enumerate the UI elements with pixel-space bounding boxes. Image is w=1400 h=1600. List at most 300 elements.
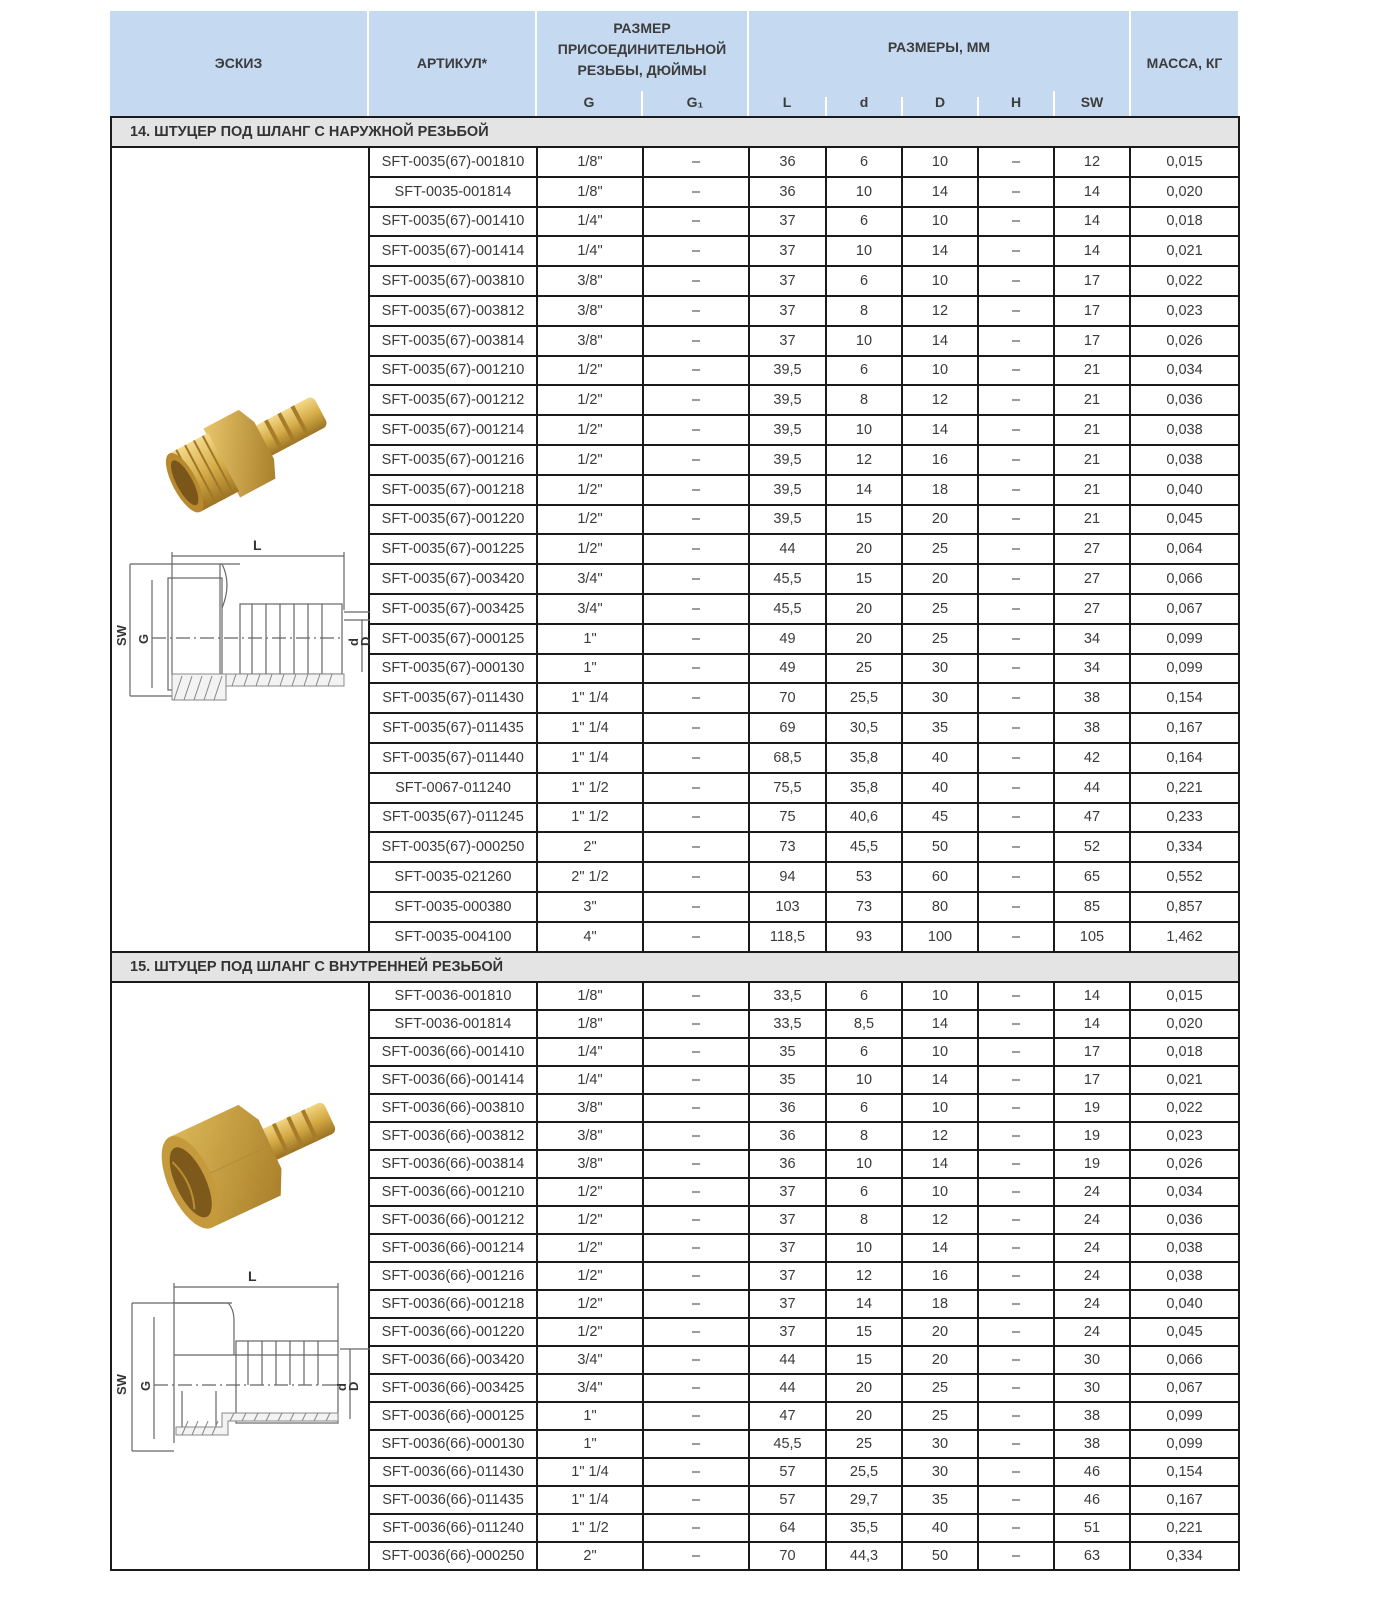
cell-dim-d-outer: 14: [902, 415, 978, 445]
cell-dim-d: 15: [826, 564, 902, 594]
cell-article: SFT-0036(66)-001414: [369, 1066, 537, 1094]
cell-dim-d: 8: [826, 385, 902, 415]
cell-dim-d-outer: 14: [902, 1234, 978, 1262]
header-col-g1: G₁: [686, 93, 704, 110]
cell-dim-d: 6: [826, 1094, 902, 1122]
cell-thread-g: 1" 1/2: [537, 773, 643, 803]
cell-thread-g: 1/2": [537, 1318, 643, 1346]
cell-mass: 0,018: [1130, 1038, 1239, 1066]
cell-dim-h: –: [978, 1402, 1054, 1430]
cell-article: SFT-0036-001814: [369, 1010, 537, 1038]
cell-dim-sw: 17: [1054, 296, 1130, 326]
cell-thread-g1: –: [643, 1458, 749, 1486]
cell-dim-d: 15: [826, 1346, 902, 1374]
cell-dim-h: –: [978, 713, 1054, 743]
cell-dim-d: 20: [826, 534, 902, 564]
cell-thread-g1: –: [643, 236, 749, 266]
cell-thread-g: 1" 1/4: [537, 713, 643, 743]
cell-dim-d-outer: 14: [902, 236, 978, 266]
cell-dim-d: 53: [826, 862, 902, 892]
cell-thread-g1: –: [643, 1430, 749, 1458]
cell-dim-sw: 14: [1054, 982, 1130, 1010]
cell-article: SFT-0036(66)-011430: [369, 1458, 537, 1486]
cell-dim-l: 68,5: [749, 743, 826, 773]
cell-dim-l: 70: [749, 1542, 826, 1570]
table-row: [111, 982, 1239, 1010]
cell-dim-d-outer: 12: [902, 385, 978, 415]
cell-dim-h: –: [978, 1234, 1054, 1262]
cell-dim-d: 15: [826, 1318, 902, 1346]
cell-thread-g: 1/2": [537, 415, 643, 445]
technical-drawing-female: [112, 1263, 368, 1463]
cell-mass: 0,018: [1130, 207, 1239, 237]
cell-thread-g1: –: [643, 415, 749, 445]
cell-dim-d-outer: 14: [902, 1066, 978, 1094]
cell-dim-h: –: [978, 862, 1054, 892]
cell-dim-d-outer: 50: [902, 1542, 978, 1570]
cell-dim-h: –: [978, 1206, 1054, 1234]
cell-dim-d: 6: [826, 266, 902, 296]
table-row: [111, 147, 1239, 177]
cell-article: SFT-0035(67)-001212: [369, 385, 537, 415]
cell-dim-d-outer: 10: [902, 356, 978, 386]
cell-article: SFT-0036(66)-011435: [369, 1486, 537, 1514]
cell-dim-h: –: [978, 803, 1054, 833]
cell-mass: 0,099: [1130, 624, 1239, 654]
cell-dim-sw: 17: [1054, 1038, 1130, 1066]
cell-dim-d: 10: [826, 326, 902, 356]
cell-mass: 0,233: [1130, 803, 1239, 833]
cell-mass: 0,040: [1130, 1290, 1239, 1318]
cell-dim-d: 93: [826, 922, 902, 952]
section-header: [111, 952, 1239, 982]
cell-mass: 0,022: [1130, 1094, 1239, 1122]
cell-dim-h: –: [978, 1066, 1054, 1094]
cell-dim-h: –: [978, 505, 1054, 535]
cell-dim-l: 39,5: [749, 505, 826, 535]
cell-dim-d: 35,8: [826, 773, 902, 803]
cell-article: SFT-0035-021260: [369, 862, 537, 892]
cell-thread-g: 3/8": [537, 1094, 643, 1122]
cell-dim-sw: 21: [1054, 385, 1130, 415]
cell-dim-d: 10: [826, 1150, 902, 1178]
cell-thread-g1: –: [643, 1038, 749, 1066]
cell-thread-g1: –: [643, 1374, 749, 1402]
cell-dim-l: 47: [749, 1402, 826, 1430]
cell-thread-g1: –: [643, 1066, 749, 1094]
cell-mass: 0,067: [1130, 594, 1239, 624]
cell-thread-g1: –: [643, 564, 749, 594]
cell-dim-l: 37: [749, 296, 826, 326]
cell-dim-l: 44: [749, 1374, 826, 1402]
cell-dim-d-outer: 12: [902, 296, 978, 326]
cell-dim-l: 45,5: [749, 564, 826, 594]
cell-thread-g: 3/4": [537, 564, 643, 594]
cell-thread-g: 1/4": [537, 1066, 643, 1094]
cell-thread-g1: –: [643, 1010, 749, 1038]
cell-dim-l: 39,5: [749, 356, 826, 386]
cell-thread-g: 4": [537, 922, 643, 952]
cell-dim-sw: 30: [1054, 1374, 1130, 1402]
cell-dim-sw: 42: [1054, 743, 1130, 773]
cell-dim-d: 73: [826, 892, 902, 922]
cell-thread-g1: –: [643, 982, 749, 1010]
cell-thread-g: 3/4": [537, 1346, 643, 1374]
cell-article: SFT-0035-000380: [369, 892, 537, 922]
cell-dim-l: 36: [749, 177, 826, 207]
cell-article: SFT-0036(66)-001410: [369, 1038, 537, 1066]
cell-dim-h: –: [978, 207, 1054, 237]
cell-mass: 0,036: [1130, 385, 1239, 415]
cell-article: SFT-0035(67)-011440: [369, 743, 537, 773]
cell-article: SFT-0035(67)-011245: [369, 803, 537, 833]
header-mass: МАССА, КГ: [1146, 55, 1223, 71]
cell-article: SFT-0035-001814: [369, 177, 537, 207]
cell-thread-g1: –: [643, 147, 749, 177]
cell-dim-l: 36: [749, 1094, 826, 1122]
section-title: 14. ШТУЦЕР ПОД ШЛАНГ С НАРУЖНОЙ РЕЗЬБОЙ: [111, 117, 1239, 147]
cell-mass: 0,221: [1130, 1514, 1239, 1542]
cell-dim-d: 8: [826, 1206, 902, 1234]
cell-thread-g1: –: [643, 326, 749, 356]
svg-text:d: d: [334, 1382, 349, 1391]
cell-article: SFT-0036(66)-001218: [369, 1290, 537, 1318]
cell-mass: 0,154: [1130, 1458, 1239, 1486]
cell-dim-l: 37: [749, 207, 826, 237]
cell-article: SFT-0036(66)-000125: [369, 1402, 537, 1430]
cell-dim-d-outer: 12: [902, 1122, 978, 1150]
cell-dim-d: 6: [826, 147, 902, 177]
cell-thread-g1: –: [643, 803, 749, 833]
cell-dim-l: 44: [749, 1346, 826, 1374]
cell-dim-d: 10: [826, 1066, 902, 1094]
cell-thread-g: 1" 1/4: [537, 1486, 643, 1514]
cell-thread-g: 1/8": [537, 982, 643, 1010]
cell-dim-d-outer: 10: [902, 266, 978, 296]
cell-dim-d: 30,5: [826, 713, 902, 743]
cell-dim-l: 44: [749, 534, 826, 564]
cell-thread-g: 3/8": [537, 1150, 643, 1178]
cell-dim-d-outer: 20: [902, 1346, 978, 1374]
cell-article: SFT-0035(67)-003425: [369, 594, 537, 624]
cell-article: SFT-0035(67)-001414: [369, 236, 537, 266]
header-col-g: G: [583, 93, 595, 110]
cell-dim-l: 37: [749, 1206, 826, 1234]
svg-text:SW: SW: [114, 625, 129, 646]
cell-thread-g: 3/8": [537, 266, 643, 296]
cell-dim-h: –: [978, 326, 1054, 356]
cell-dim-l: 37: [749, 236, 826, 266]
cell-dim-sw: 65: [1054, 862, 1130, 892]
cell-dim-sw: 47: [1054, 803, 1130, 833]
cell-thread-g1: –: [643, 177, 749, 207]
cell-thread-g: 1" 1/2: [537, 803, 643, 833]
cell-thread-g: 1" 1/2: [537, 1514, 643, 1542]
cell-dim-l: 49: [749, 624, 826, 654]
cell-dim-d: 40,6: [826, 803, 902, 833]
cell-dim-d-outer: 80: [902, 892, 978, 922]
cell-dim-d: 6: [826, 356, 902, 386]
cell-dim-l: 37: [749, 326, 826, 356]
cell-dim-sw: 19: [1054, 1094, 1130, 1122]
cell-dim-l: 37: [749, 266, 826, 296]
cell-mass: 0,066: [1130, 1346, 1239, 1374]
cell-dim-d: 10: [826, 1234, 902, 1262]
cell-dim-h: –: [978, 743, 1054, 773]
cell-thread-g1: –: [643, 1542, 749, 1570]
cell-thread-g: 1": [537, 654, 643, 684]
cell-dim-sw: 38: [1054, 1402, 1130, 1430]
cell-dim-h: –: [978, 624, 1054, 654]
cell-dim-d: 8: [826, 1122, 902, 1150]
cell-dim-h: –: [978, 385, 1054, 415]
cell-thread-g1: –: [643, 1318, 749, 1346]
cell-dim-d-outer: 10: [902, 982, 978, 1010]
cell-dim-d: 44,3: [826, 1542, 902, 1570]
cell-dim-d-outer: 40: [902, 1514, 978, 1542]
cell-article: SFT-0036(66)-003420: [369, 1346, 537, 1374]
cell-dim-d-outer: 14: [902, 326, 978, 356]
cell-dim-d-outer: 50: [902, 832, 978, 862]
cell-thread-g1: –: [643, 207, 749, 237]
section-header: [111, 117, 1239, 147]
cell-dim-l: 37: [749, 1262, 826, 1290]
cell-thread-g: 3/4": [537, 594, 643, 624]
cell-article: SFT-0035(67)-001220: [369, 505, 537, 535]
table-header: [110, 11, 1238, 116]
cell-article: SFT-0035(67)-011435: [369, 713, 537, 743]
cell-thread-g: 3/4": [537, 1374, 643, 1402]
cell-mass: 0,066: [1130, 564, 1239, 594]
cell-dim-d: 6: [826, 1178, 902, 1206]
cell-dim-d-outer: 25: [902, 534, 978, 564]
cell-thread-g: 1" 1/4: [537, 743, 643, 773]
cell-dim-d: 25: [826, 654, 902, 684]
cell-dim-h: –: [978, 1038, 1054, 1066]
cell-thread-g1: –: [643, 862, 749, 892]
cell-thread-g1: –: [643, 832, 749, 862]
cell-dim-d: 14: [826, 475, 902, 505]
cell-article: SFT-0036(66)-000250: [369, 1542, 537, 1570]
cell-thread-g1: –: [643, 1122, 749, 1150]
cell-dim-h: –: [978, 177, 1054, 207]
cell-thread-g1: –: [643, 1486, 749, 1514]
cell-mass: 0,034: [1130, 1178, 1239, 1206]
cell-thread-g1: –: [643, 445, 749, 475]
cell-dim-l: 75,5: [749, 773, 826, 803]
cell-dim-h: –: [978, 1346, 1054, 1374]
cell-mass: 0,023: [1130, 1122, 1239, 1150]
cell-dim-h: –: [978, 564, 1054, 594]
cell-mass: 0,334: [1130, 832, 1239, 862]
cell-mass: 0,022: [1130, 266, 1239, 296]
cell-thread-g: 1/8": [537, 147, 643, 177]
cell-dim-d-outer: 40: [902, 773, 978, 803]
cell-dim-d-outer: 30: [902, 654, 978, 684]
cell-dim-h: –: [978, 296, 1054, 326]
cell-thread-g1: –: [643, 1290, 749, 1318]
cell-dim-l: 103: [749, 892, 826, 922]
cell-article: SFT-0036(66)-000130: [369, 1430, 537, 1458]
cell-thread-g1: –: [643, 385, 749, 415]
cell-article: SFT-0035(67)-001810: [369, 147, 537, 177]
cell-thread-g1: –: [643, 1234, 749, 1262]
cell-dim-l: 39,5: [749, 475, 826, 505]
cell-dim-sw: 85: [1054, 892, 1130, 922]
cell-dim-h: –: [978, 892, 1054, 922]
cell-article: SFT-0036(66)-011240: [369, 1514, 537, 1542]
cell-dim-sw: 14: [1054, 177, 1130, 207]
cell-dim-d-outer: 18: [902, 475, 978, 505]
cell-dim-h: –: [978, 236, 1054, 266]
cell-mass: 0,045: [1130, 505, 1239, 535]
cell-dim-d: 35,8: [826, 743, 902, 773]
cell-dim-l: 45,5: [749, 594, 826, 624]
cell-dim-d-outer: 10: [902, 1178, 978, 1206]
cell-dim-h: –: [978, 534, 1054, 564]
cell-article: SFT-0035(67)-001216: [369, 445, 537, 475]
cell-dim-sw: 24: [1054, 1262, 1130, 1290]
cell-thread-g: 1/2": [537, 534, 643, 564]
cell-article: SFT-0035(67)-003812: [369, 296, 537, 326]
cell-dim-l: 37: [749, 1234, 826, 1262]
cell-dim-l: 94: [749, 862, 826, 892]
brass-fitting-male-photo: [152, 383, 342, 523]
cell-mass: 0,040: [1130, 475, 1239, 505]
header-col-sw: SW: [1080, 93, 1104, 110]
cell-dim-d-outer: 10: [902, 1038, 978, 1066]
cell-dim-d-outer: 25: [902, 624, 978, 654]
header-col-d-small: d: [859, 93, 869, 110]
cell-thread-g1: –: [643, 624, 749, 654]
cell-dim-sw: 34: [1054, 654, 1130, 684]
cell-dim-d: 6: [826, 982, 902, 1010]
sketch-female: [112, 983, 368, 1569]
cell-article: SFT-0035(67)-001210: [369, 356, 537, 386]
cell-dim-sw: 21: [1054, 475, 1130, 505]
cell-dim-h: –: [978, 1290, 1054, 1318]
cell-article: SFT-0035(67)-000250: [369, 832, 537, 862]
cell-dim-d: 29,7: [826, 1486, 902, 1514]
cell-dim-sw: 38: [1054, 713, 1130, 743]
cell-dim-d: 6: [826, 1038, 902, 1066]
cell-dim-h: –: [978, 147, 1054, 177]
cell-dim-h: –: [978, 1486, 1054, 1514]
cell-thread-g: 1" 1/4: [537, 1458, 643, 1486]
cell-mass: 0,038: [1130, 415, 1239, 445]
cell-thread-g: 3/8": [537, 1122, 643, 1150]
cell-thread-g: 1/2": [537, 1290, 643, 1318]
cell-thread-g1: –: [643, 534, 749, 564]
cell-dim-sw: 30: [1054, 1346, 1130, 1374]
cell-dim-d-outer: 25: [902, 594, 978, 624]
section-title: 15. ШТУЦЕР ПОД ШЛАНГ С ВНУТРЕННЕЙ РЕЗЬБОЙ: [111, 952, 1239, 982]
cell-dim-d-outer: 60: [902, 862, 978, 892]
cell-dim-sw: 46: [1054, 1486, 1130, 1514]
cell-dim-sw: 12: [1054, 147, 1130, 177]
cell-dim-l: 118,5: [749, 922, 826, 952]
cell-article: SFT-0035(67)-001214: [369, 415, 537, 445]
cell-dim-sw: 14: [1054, 1010, 1130, 1038]
cell-dim-d-outer: 35: [902, 1486, 978, 1514]
cell-article: SFT-0067-011240: [369, 773, 537, 803]
cell-dim-l: 39,5: [749, 415, 826, 445]
cell-dim-h: –: [978, 683, 1054, 713]
cell-dim-h: –: [978, 475, 1054, 505]
cell-mass: 0,045: [1130, 1318, 1239, 1346]
cell-dim-l: 35: [749, 1038, 826, 1066]
cell-thread-g: 1" 1/4: [537, 683, 643, 713]
cell-dim-d: 25,5: [826, 1458, 902, 1486]
cell-dim-d-outer: 10: [902, 1094, 978, 1122]
cell-thread-g1: –: [643, 1262, 749, 1290]
cell-dim-d: 15: [826, 505, 902, 535]
cell-dim-d: 20: [826, 1374, 902, 1402]
svg-text:d: d: [346, 638, 361, 646]
cell-dim-sw: 14: [1054, 207, 1130, 237]
cell-dim-h: –: [978, 1010, 1054, 1038]
spec-sheet: [110, 11, 1238, 1571]
cell-thread-g1: –: [643, 683, 749, 713]
cell-mass: 0,023: [1130, 296, 1239, 326]
cell-dim-sw: 21: [1054, 445, 1130, 475]
cell-article: SFT-0036(66)-001212: [369, 1206, 537, 1234]
cell-mass: 0,099: [1130, 1402, 1239, 1430]
cell-dim-sw: 21: [1054, 415, 1130, 445]
cell-thread-g: 3/8": [537, 326, 643, 356]
cell-dim-d-outer: 35: [902, 713, 978, 743]
cell-thread-g1: –: [643, 922, 749, 952]
svg-text:G: G: [138, 1380, 153, 1391]
cell-thread-g: 2": [537, 832, 643, 862]
cell-dim-sw: 17: [1054, 326, 1130, 356]
cell-mass: 0,064: [1130, 534, 1239, 564]
cell-thread-g: 1": [537, 1430, 643, 1458]
cell-dim-sw: 19: [1054, 1150, 1130, 1178]
cell-dim-h: –: [978, 773, 1054, 803]
cell-dim-d: 6: [826, 207, 902, 237]
cell-article: SFT-0035(67)-001218: [369, 475, 537, 505]
svg-text:G: G: [136, 633, 151, 644]
cell-dim-d: 10: [826, 415, 902, 445]
cell-dim-d-outer: 30: [902, 683, 978, 713]
cell-mass: 0,038: [1130, 445, 1239, 475]
cell-thread-g1: –: [643, 1206, 749, 1234]
cell-dim-l: 36: [749, 1150, 826, 1178]
cell-dim-d-outer: 16: [902, 445, 978, 475]
sketch-cell: [111, 147, 373, 952]
cell-thread-g1: –: [643, 1150, 749, 1178]
cell-thread-g: 1/4": [537, 1038, 643, 1066]
cell-dim-h: –: [978, 654, 1054, 684]
cell-dim-sw: 19: [1054, 1122, 1130, 1150]
cell-mass: 0,034: [1130, 356, 1239, 386]
products-table: [110, 116, 1240, 1571]
cell-dim-d: 10: [826, 236, 902, 266]
cell-mass: 0,167: [1130, 713, 1239, 743]
cell-article: SFT-0036-001810: [369, 982, 537, 1010]
svg-text:SW: SW: [114, 1373, 129, 1395]
cell-dim-l: 33,5: [749, 982, 826, 1010]
cell-mass: 0,020: [1130, 1010, 1239, 1038]
cell-dim-sw: 52: [1054, 832, 1130, 862]
header-col-l: L: [782, 93, 792, 110]
cell-thread-g: 1/2": [537, 1178, 643, 1206]
cell-dim-d-outer: 25: [902, 1402, 978, 1430]
cell-dim-l: 69: [749, 713, 826, 743]
cell-dim-l: 39,5: [749, 385, 826, 415]
cell-dim-sw: 27: [1054, 594, 1130, 624]
